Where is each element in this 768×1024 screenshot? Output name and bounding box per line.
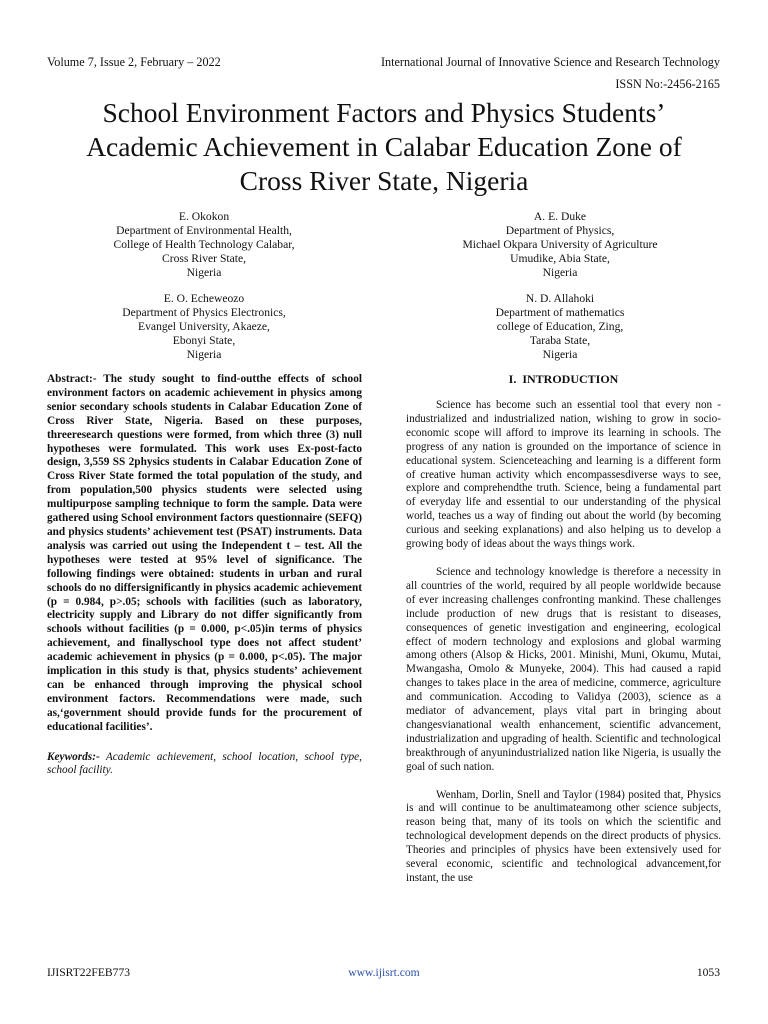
author-affiliation: Taraba State, <box>529 334 591 347</box>
paper-title <box>20 96 748 198</box>
right-column <box>406 372 721 900</box>
keywords <box>47 751 362 779</box>
author-affiliation: Nigeria <box>542 348 578 361</box>
title-line: Academic Achievement in Calabar Education Zone of <box>86 131 682 162</box>
author-affiliation: Evangel University, Akaeze, <box>138 320 270 333</box>
author-affiliation: Michael Okpara University of Agriculture <box>462 238 658 251</box>
author-name: E. O. Echeweozo <box>163 292 245 305</box>
abstract: Abstract:- The study sought to find-outthe effects of school environment factors on academic achievement in physics among senior secondary schools students in Calabar Education Zone of Cross River State, Nigeria. Based on these purposes, threeresearch questions were formed, from which three (3) null hypotheses were formulated. This work uses Ex-post-facto design, 3,559 SS 2physics students in Calabar Education Zone of Cross River State formed the total population of the study, and from population,500 physics students were selected using multipurpose sampling technique to form the sample. Data were gathered using School environment factors questionnaire (SEFQ) and physics students’ achievement test (PSAT) instruments. Data analysis was carried out using the Independent t – test. All the hypotheses were tested at 95% level of significance. The following findings were obtained: students in urban and rural schools do no differsignificantly in physics academic achievement (p = 0.984, p>.05; schools with facilities (such as laboratory, electricity supply and Library do not differ significantly from schools without facilities (p = 0.000, p<.05)in terms of physics achievement, and finallyschool type does not affect student’ academic achievement in physics (p = 0.000, p<.05). The major implication in this study is that, physics students’ achievement can be enhanced through improving the physical school environment factors. Recommendations were made, such as,‘government should provide funds for the procurement of educational facilities’. <box>47 373 362 733</box>
intro-paragraph: Science and technology knowledge is therefore a necessity in all countries of the world, required by all people worldwide because of ever increasing challenges confronting mankind. These challenges include production of new drugs that is resistant to diseases, consequences of genetic investigation and engineering, ecological effect of modern technology and explosions and global warming among others (Alsop & Hicks, 2001. Minishi, Muni, Okumu, Mutai, Mwangasha, Omolo & Munyeke, 2004). This had caused a rapid changes to takes place in the area of medicine, commerce, agriculture and communication. Accoding to Validya (2003), science as a mediator of advancement, plays vital part in bringing about changesvianational wealth enhancement, scientific advancement, industrialization and upgrading of health. Scientific and technological breakthrough of anyunindustrialized nation like Nigeria, is usually the goal of such nation. <box>406 565 721 773</box>
author-allahoki <box>436 292 684 362</box>
title-line: School Environment Factors and Physics Students’ <box>102 97 666 128</box>
author-affiliation: College of Health Technology Calabar, <box>113 238 295 251</box>
author-affiliation: Nigeria <box>186 266 222 279</box>
author-okokon <box>90 210 318 280</box>
author-echeweozo <box>90 292 318 362</box>
section-heading-introduction: I. INTRODUCTION <box>508 372 619 386</box>
issn: ISSN No:-2456-2165 <box>615 77 720 91</box>
author-name: E. Okokon <box>178 210 230 223</box>
author-affiliation: Department of Physics Electronics, <box>122 306 286 319</box>
author-affiliation: Department of mathematics <box>495 306 625 319</box>
keywords-text: Academic achievement, school location, school type, school facility. <box>47 750 362 777</box>
intro-paragraph: Science has become such an essential tool that every non -industrialized and industrialized nation, wishing to grow in socio-economic scope will afford to improve its learning in schools. The progress of any nation is grounded on the importance of science in educational system. Scienceteaching and learning is a different form of creative human activity which encompassesdiverse ways to see, explore and comprehendthe truth. Science, being a fundamental part of everyday life and essential to our understanding of the physical world, teaches us a way of finding out about the world (by becoming curious and seeking explanations) and also helping us to develop a growing body of ideas about the ways things work. <box>406 399 721 551</box>
journal-website-link[interactable]: www.ijisrt.com <box>348 966 420 979</box>
page-number: 1053 <box>696 966 720 979</box>
author-affiliation: Department of Environmental Health, <box>116 224 292 237</box>
author-affiliation: Department of Physics, <box>505 224 615 237</box>
author-affiliation: Nigeria <box>542 266 578 279</box>
title-line: Cross River State, Nigeria <box>239 165 529 196</box>
author-duke <box>436 210 684 280</box>
journal-name: International Journal of Innovative Science and Research Technology <box>380 55 720 69</box>
author-name: N. D. Allahoki <box>525 292 595 305</box>
paper-id: IJISRT22FEB773 <box>47 966 131 979</box>
volume-issue: Volume 7, Issue 2, February – 2022 <box>47 55 221 69</box>
intro-paragraph: Wenham, Dorlin, Snell and Taylor (1984) posited that, Physics is and will continue to be anultimateamong other science subjects, reason being that, many of its tools on which the scientific and technological development depends on the direct products of physics. Theories and principles of physics have been extensively used for several economic, scientific and technological advancement,for instant, the use <box>406 788 721 884</box>
author-affiliation: Cross River State, <box>161 252 247 265</box>
author-affiliation: college of Education, Zing, <box>496 320 624 333</box>
author-affiliation: Umudike, Abia State, <box>510 252 610 265</box>
author-affiliation: Nigeria <box>186 348 222 361</box>
author-name: A. E. Duke <box>533 210 587 223</box>
keywords-label: Keywords:- <box>47 750 100 763</box>
left-column <box>47 373 362 778</box>
author-affiliation: Ebonyi State, <box>172 334 236 347</box>
